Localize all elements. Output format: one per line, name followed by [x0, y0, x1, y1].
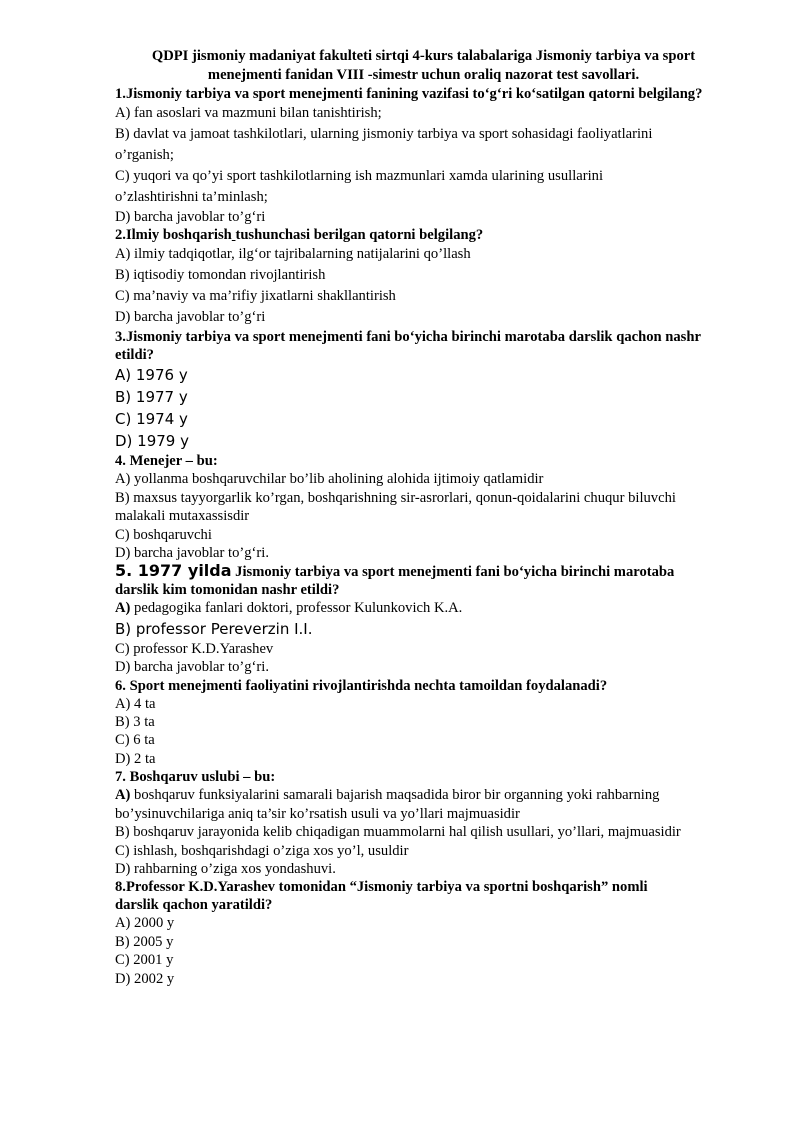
- title-line-1: QDPI jismoniy madaniyat fakulteti sirtqi 4-kurs talabalariga Jismoniy tarbiya va sport: [151, 48, 696, 64]
- question-7-option-a-text-1: boshqaruv funksiyalarini samarali bajarish maqsadida biror bir organning yoki rahbarning: [130, 787, 660, 804]
- question-1-option-d: D) barcha javoblar to’g‘ri: [115, 209, 266, 225]
- question-2-text-end: tushunchasi berilgan qatorni belgilang?: [235, 227, 484, 244]
- question-8-option-d: D) 2002 y: [115, 970, 175, 987]
- question-2-text-start: 2.Ilmiy boshqarish: [115, 227, 232, 244]
- question-4-text: 4. Menejer – bu:: [115, 453, 218, 470]
- question-4-option-a: A) yollanma boshqaruvchilar bo’lib aholining alohida ijtimoiy qatlamidir: [115, 471, 544, 488]
- question-8-option-c: C) 2001 y: [115, 952, 174, 969]
- document-title: [105, 47, 742, 85]
- question-6-text: 6. Sport menejmenti faoliyatini rivojlantirishda nechta tamoildan foydalanadi?: [115, 677, 608, 694]
- question-5-option-d: D) barcha javoblar to’g‘ri.: [115, 659, 269, 676]
- question-2-option-a: A) ilmiy tadqiqotlar, ilg‘or tajribalarning natijalarini qo’llash: [115, 246, 471, 263]
- question-5-option-a-text: pedagogika fanlari doktori, professor Kulunkovich K.A.: [130, 600, 463, 617]
- question-4-option-c: C) boshqaruvchi: [115, 526, 212, 543]
- title-line-2: menejmenti fanidan VIII -simestr uchun oraliq nazorat test savollari.: [207, 67, 640, 83]
- question-2-text: [115, 226, 742, 244]
- question-4-option-b-line-2: malakali mutaxassisdir: [115, 508, 250, 525]
- question-8-option-a: A) 2000 y: [115, 915, 175, 932]
- question-4-option-b-line-1: B) maxsus tayyorgarlik ko’rgan, boshqarishning sir-asrorlari, qonun-qoidalarini chuqur biluvchi: [115, 489, 676, 506]
- question-2-option-c: C) ma’naviy va ma’rifiy jixatlarni shakllantirish: [115, 288, 396, 305]
- question-3-option-d: D) 1979 y: [115, 432, 189, 451]
- question-7-option-a-label: A): [115, 787, 131, 804]
- question-5-option-a: [115, 599, 742, 617]
- question-block-1: [115, 85, 742, 226]
- question-3-option-c: C) 1974 y: [115, 410, 188, 429]
- question-block-2: [115, 226, 742, 328]
- question-7-option-b: B) boshqaruv jarayonida kelib chiqadigan muammolarni hal qilish usullari, yo’llari, majmuasidir: [115, 824, 681, 841]
- question-2-option-b: B) iqtisodiy tomondan rivojlantirish: [115, 267, 326, 284]
- question-8-option-b: B) 2005 y: [115, 933, 174, 950]
- question-1-option-c-line-1: C) yuqori va qo’yi sport tashkilotlarning ish mazmunlari xamda ularining usullarini: [115, 168, 603, 184]
- question-3-text: 3.Jismoniy tarbiya va sport menejmenti fani bo‘yicha birinchi marotaba darslik qachon nashr etildi?: [115, 329, 701, 364]
- question-2-option-d: D) barcha javoblar to’g‘ri: [115, 309, 266, 326]
- question-8-text-line-1: 8.Professor K.D.Yarashev tomonidan “Jismoniy tarbiya va sportni boshqarish” nomli: [115, 879, 648, 896]
- question-7-option-d: D) rahbarning o’ziga xos yondashuvi.: [115, 860, 336, 877]
- question-6-option-d: D) 2 ta: [115, 750, 156, 767]
- question-4-option-d: D) barcha javoblar to’g‘ri.: [115, 545, 269, 562]
- question-block-4: [115, 452, 742, 562]
- question-5-option-c: C) professor K.D.Yarashev: [115, 640, 274, 657]
- question-5-year-lead: 5. 1977 yilda: [115, 561, 232, 581]
- question-1-text: 1.Jismoniy tarbiya va sport menejmenti fanining vazifasi to‘g‘ri ko‘satilgan qatorni belgilang?: [115, 86, 703, 102]
- question-1-option-c-line-2: o’zlashtirishni ta’minlash;: [115, 189, 268, 205]
- question-1-option-a: A) fan asoslari va mazmuni bilan tanishtirish;: [115, 105, 382, 121]
- question-block-3: [115, 328, 742, 452]
- question-6-option-a: A) 4 ta: [115, 695, 156, 712]
- question-8-text-line-2: darslik qachon yaratildi?: [115, 897, 273, 914]
- question-7-option-c: C) ishlash, boshqarishdagi o’ziga xos yo’l, usuldir: [115, 842, 409, 859]
- question-3-option-b: B) 1977 y: [115, 388, 188, 407]
- question-block-8: [115, 878, 742, 988]
- question-7-option-a-line-2: bo’ysinuvchilariga aniq ta’sir ko’rsatish usuli va yo’llari majmuasidir: [115, 805, 520, 822]
- question-3-option-a: A) 1976 y: [115, 366, 188, 385]
- question-7-text: 7. Boshqaruv uslubi – bu:: [115, 769, 276, 786]
- question-block-7: [115, 768, 742, 878]
- question-6-option-c: C) 6 ta: [115, 732, 155, 749]
- question-5-option-b: B) professor Pereverzin I.I.: [115, 619, 313, 638]
- question-5-text: [115, 562, 742, 581]
- question-5-option-a-label: A): [115, 600, 131, 617]
- question-block-5: [115, 562, 742, 676]
- question-6-option-b: B) 3 ta: [115, 714, 155, 731]
- question-7-option-a-line-1: [115, 786, 742, 804]
- question-1-option-b-line-1: B) davlat va jamoat tashkilotlari, ularning jismoniy tarbiya va sport sohasidagi faoliyatlarini: [115, 126, 653, 142]
- question-block-6: [115, 677, 742, 769]
- question-5-text-line-2: darslik kim tomonidan nashr etildi?: [115, 582, 340, 599]
- question-5-text-rest: Jismoniy tarbiya va sport menejmenti fani bo‘yicha birinchi marotaba: [231, 564, 675, 581]
- question-1-option-b-line-2: o’rganish;: [115, 147, 174, 163]
